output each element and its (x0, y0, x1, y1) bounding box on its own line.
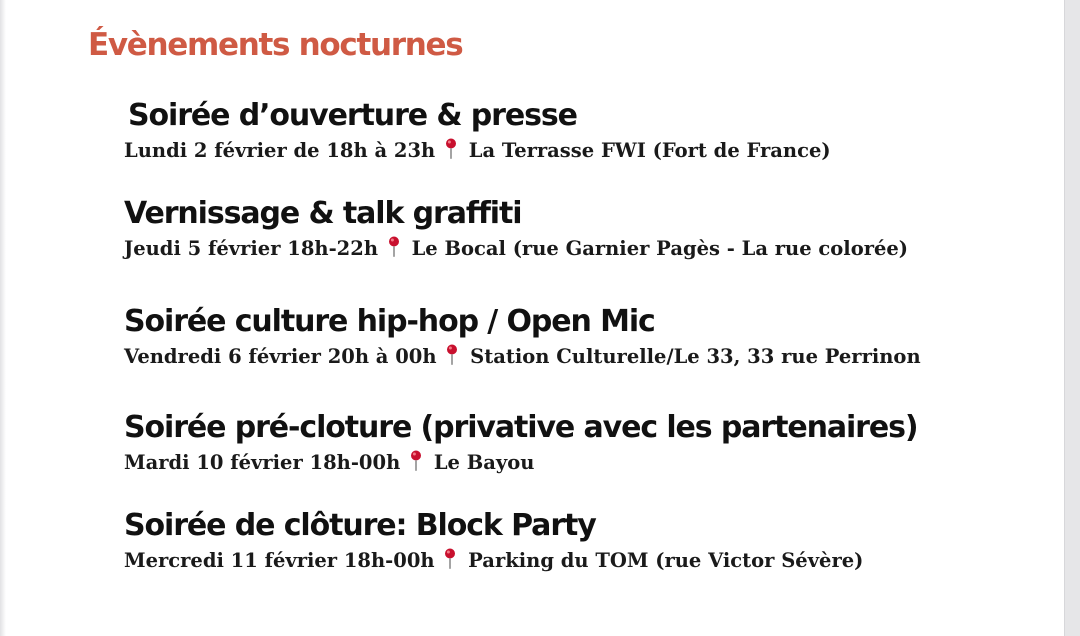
event-details (124, 344, 921, 369)
section-title: Évènements nocturnes (88, 27, 463, 63)
event-item (124, 196, 908, 261)
event-location: Le Bocal (rue Garnier Pagès - La rue colorée) (411, 237, 909, 260)
event-details (124, 548, 863, 573)
event-datetime: Jeudi 5 février 18h-22h (124, 237, 378, 260)
event-location: Parking du TOM (rue Victor Sévère) (468, 549, 864, 572)
event-datetime: Mardi 10 février 18h-00h (124, 451, 401, 474)
event-datetime: Vendredi 6 février 20h à 00h (124, 345, 437, 368)
right-edge-margin (1064, 0, 1080, 636)
event-title: Vernissage & talk graffiti (124, 196, 522, 231)
event-item (124, 98, 831, 163)
event-details (124, 138, 831, 163)
event-title: Soirée de clôture: Block Party (124, 508, 596, 543)
pin-icon (445, 344, 459, 366)
pin-icon (409, 450, 423, 472)
event-item (124, 304, 921, 369)
event-title: Soirée d’ouverture & presse (128, 98, 577, 133)
left-edge-shadow (0, 0, 6, 636)
pin-icon (443, 548, 457, 570)
event-details (124, 236, 908, 261)
event-item (124, 410, 918, 475)
event-title: Soirée culture hip-hop / Open Mic (124, 304, 655, 339)
event-location: La Terrasse FWI (Fort de France) (468, 139, 831, 162)
event-datetime: Mercredi 11 février 18h-00h (124, 549, 435, 572)
pin-icon (444, 138, 458, 160)
event-title: Soirée pré-cloture (privative avec les partenaires) (124, 410, 918, 445)
event-location: Station Culturelle/Le 33, 33 rue Perrinon (470, 345, 921, 368)
event-location: Le Bayou (433, 451, 535, 474)
pin-icon (387, 236, 401, 258)
event-datetime: Lundi 2 février de 18h à 23h (124, 139, 436, 162)
event-item (124, 508, 863, 573)
event-details (124, 450, 918, 475)
